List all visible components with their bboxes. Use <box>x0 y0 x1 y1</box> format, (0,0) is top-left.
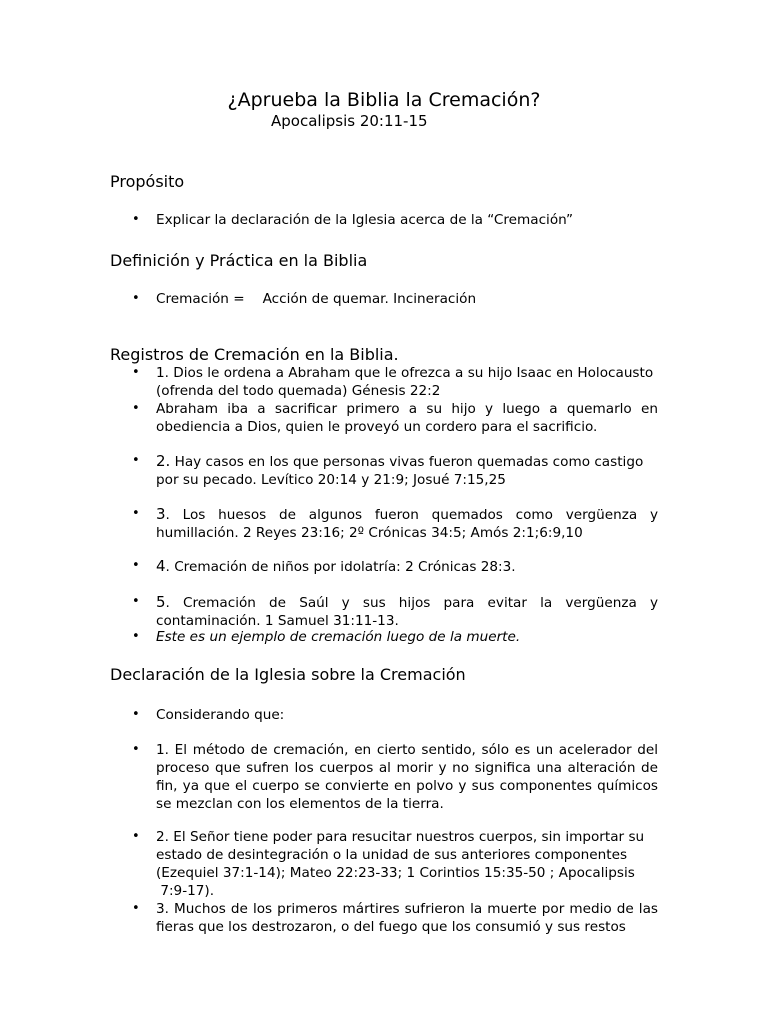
list-item <box>132 900 658 936</box>
list-item <box>132 706 658 724</box>
list-item-text: . Cremación de Saúl y sus hijos para evitar la vergüenza y contaminación. 1 Samuel 31:11-13. <box>156 595 658 629</box>
heading-proposito: Propósito <box>110 172 185 191</box>
list-item-line: 7:9-17). <box>156 883 215 899</box>
list-item-text: . Cremación de niños por idolatría: 2 Crónicas 28:3. <box>165 559 516 575</box>
list-item-number: 2. <box>156 452 171 470</box>
heading-definicion: Definición y Práctica en la Biblia <box>110 251 368 270</box>
list-item-number: 5 <box>156 593 166 611</box>
bullet-icon: • <box>132 291 140 306</box>
list-item-number: 4 <box>156 557 166 575</box>
list-item-text: Explicar la declaración de la Iglesia acerca de la “Cremación” <box>156 212 574 228</box>
list-item-text: Considerando que: <box>156 707 285 723</box>
bullet-icon: • <box>132 506 140 521</box>
list-item-text: Abraham iba a sacrificar primero a su hijo y luego a quemarlo en obediencia a Dios, quien le proveyó un cordero para el sacrificio. <box>156 401 658 435</box>
list-item-line: 2. El Señor tiene poder para resucitar nuestros cuerpos, sin importar su <box>156 829 645 845</box>
list-item <box>132 452 658 489</box>
list-item <box>132 290 658 308</box>
bullet-icon: • <box>132 629 140 644</box>
heading-registros: Registros de Cremación en la Biblia. <box>110 345 399 364</box>
list-item <box>132 628 658 646</box>
bullet-icon: • <box>132 365 140 380</box>
list-item <box>132 593 658 630</box>
list-item-number: 3 <box>156 505 166 523</box>
heading-declaracion: Declaración de la Iglesia sobre la Cremación <box>110 665 466 684</box>
bullet-icon: • <box>132 707 140 722</box>
list-item-text: Hay casos en los que personas vivas fueron quemadas como castigo por su pecado. Levítico 20:14 y 21:9; Josué 7:15,25 <box>156 454 644 488</box>
list-item <box>132 828 658 900</box>
list-item <box>132 211 658 229</box>
list-item <box>132 557 658 576</box>
list-item-text: Este es un ejemplo de cremación luego de la muerte. <box>156 629 521 645</box>
document-title: ¿Aprueba la Biblia la Cremación? <box>227 89 541 111</box>
definition-term: Cremación = <box>156 291 245 307</box>
list-item <box>132 364 658 400</box>
bullet-icon: • <box>132 901 140 916</box>
bullet-icon: • <box>132 401 140 416</box>
bullet-icon: • <box>132 594 140 609</box>
bullet-icon: • <box>132 212 140 227</box>
list-item-line: estado de desintegración o la unidad de sus anteriores componentes <box>156 847 628 863</box>
definition-text: Acción de quemar. Incineración <box>262 291 477 307</box>
list-item-text: 1. El método de cremación, en cierto sentido, sólo es un acelerador del proceso que sufren los cuerpos al morir y no significa una alteración de fin, ya que el cuerpo se convierte en polvo y sus componentes químicos se mezclan con los elementos de la tierra. <box>156 742 658 812</box>
bullet-icon: • <box>132 453 140 468</box>
list-item-text: 1. Dios le ordena a Abraham que le ofrezca a su hijo Isaac en Holocausto (ofrenda del todo quemada) Génesis 22:2 <box>156 365 654 399</box>
list-item <box>132 505 658 542</box>
list-item <box>132 741 658 813</box>
bullet-icon: • <box>132 829 140 844</box>
document-subtitle: Apocalipsis 20:11-15 <box>271 112 428 130</box>
bullet-icon: • <box>132 558 140 573</box>
bullet-icon: • <box>132 742 140 757</box>
list-item-text: 3. Muchos de los primeros mártires sufrieron la muerte por medio de las fieras que los destrozaron, o del fuego que los consumió y sus restos <box>156 901 658 935</box>
list-item-line: (Ezequiel 37:1-14); Mateo 22:23-33; 1 Corintios 15:35-50 ; Apocalipsis <box>156 865 635 881</box>
list-item-text: . Los huesos de algunos fueron quemados como vergüenza y humillación. 2 Reyes 23:16; 2º Crónicas 34:5; Amós 2:1;6:9,10 <box>156 507 658 541</box>
list-item <box>132 400 658 436</box>
